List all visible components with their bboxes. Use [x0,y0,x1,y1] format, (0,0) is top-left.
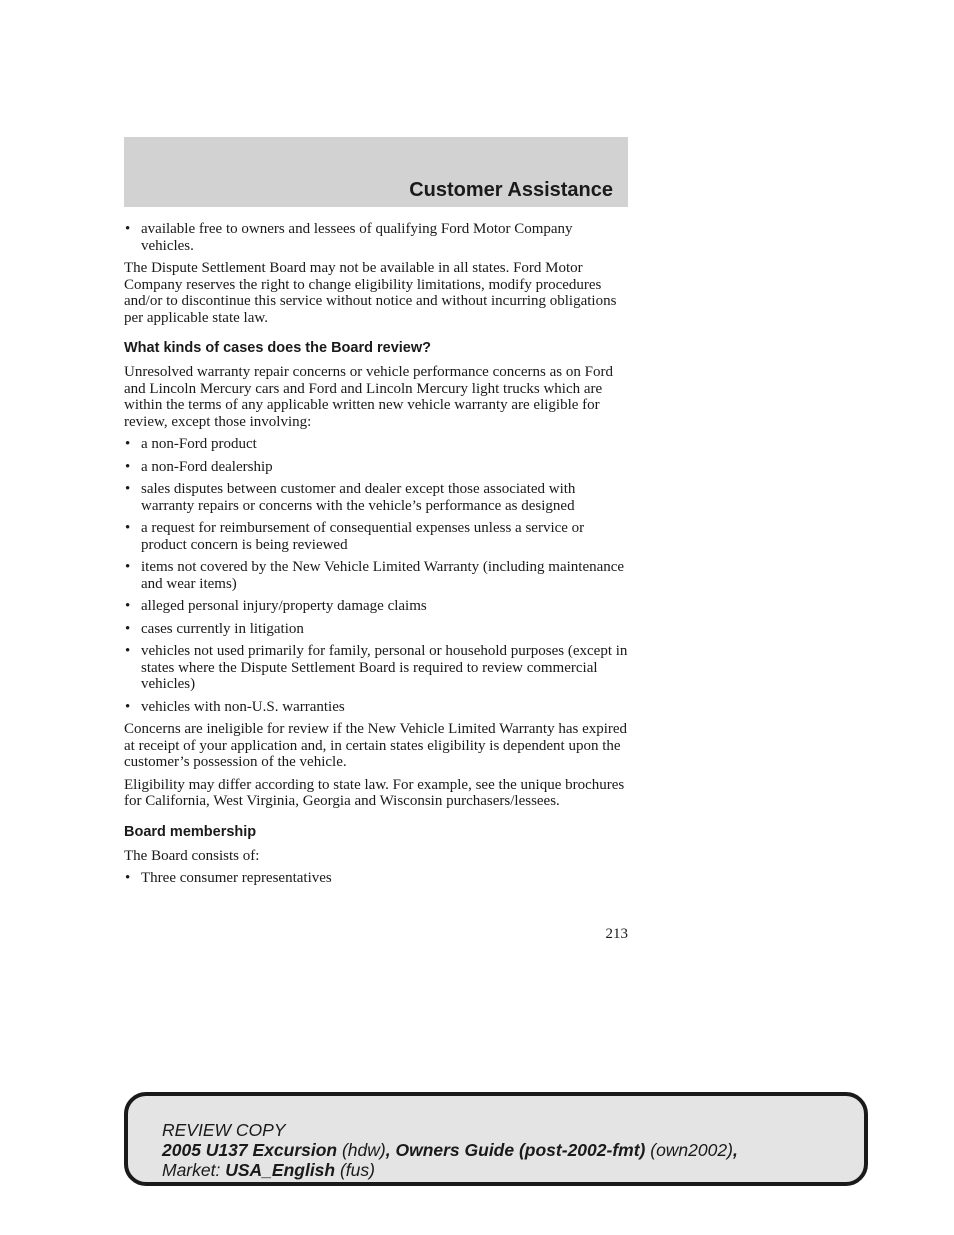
document-identifier [162,1140,738,1160]
model-code: (hdw) [337,1140,386,1160]
bullet-list-availability [124,221,628,254]
section-heading: Board membership [124,823,257,840]
review-copy-label: REVIEW COPY [162,1120,286,1140]
list-item [124,559,628,592]
list-item-text: a non-Ford dealership [141,458,273,475]
market-line [162,1160,738,1180]
market-name: USA_English [225,1160,336,1180]
section-header-band [124,137,628,207]
bullet-icon: • [125,436,131,452]
market-code: (fus) [335,1160,375,1180]
list-item-text: a non-Ford product [141,436,257,452]
list-item [124,481,628,514]
separator: , [732,1140,738,1160]
list-item [124,870,628,887]
list-item [124,459,628,476]
list-item-text: Three consumer representatives [141,870,332,886]
list-item-text: cases currently in litigation [141,620,304,637]
bullet-icon: • [125,598,131,614]
paragraph: The Board consists of: [124,847,260,864]
list-item-text: sales disputes between customer and dealer except those associated with warranty repairs or concerns with the vehicle’s performance as designed [141,481,576,514]
section-title: Customer Assistance [409,179,613,201]
bullet-icon: • [125,870,131,886]
list-item-text: alleged personal injury/property damage claims [141,598,427,614]
bullet-icon: • [125,643,131,659]
paragraph: The Dispute Settlement Board may not be available in all states. Ford Motor Company reserves the right to change eligibility limitations, modify procedures and/or to discontinue this service without notice and without incurring obligations per applicable state law. [124,260,617,326]
list-item [124,699,628,716]
list-item [124,221,628,254]
list-item-text: items not covered by the New Vehicle Limited Warranty (including maintenance and wear items) [141,559,625,592]
bullet-icon: • [125,221,131,237]
list-item [124,643,628,693]
bullet-icon: • [125,481,131,497]
bullet-icon: • [125,458,131,475]
review-copy-box [124,1092,868,1186]
paragraph: Concerns are ineligible for review if the New Vehicle Limited Warranty has expired at receipt of your application and, in certain states eligibility is dependent upon the customer’s possession of the vehicle. [124,721,628,770]
list-item [124,520,628,553]
bullet-icon: • [125,698,131,715]
bullet-list-exclusions [124,436,628,715]
model-name: 2005 U137 Excursion [162,1140,338,1160]
paragraph: Eligibility may differ according to state law. For example, see the unique brochures for California, West Virginia, Georgia and Wisconsin purchasers/lessees. [124,776,625,809]
guide-code: (own2002) [645,1140,733,1160]
paragraph: Unresolved warranty repair concerns or vehicle performance concerns as on Ford and Lincoln Mercury cars and Ford and Lincoln Mercury light trucks which are within the terms of any applicable written new vehicle warranty are eligible for review, except those involving: [124,364,613,430]
list-item-text: available free to owners and lessees of qualifying Ford Motor Company vehicles. [141,221,573,254]
page-content [124,221,628,893]
market-label: Market: [162,1160,226,1180]
separator: , [385,1140,396,1160]
review-copy-text [162,1120,738,1180]
list-item-text: a request for reimbursement of consequential expenses unless a service or product concern is being reviewed [141,520,585,553]
bullet-icon: • [125,620,131,637]
bullet-list-board-members [124,870,628,887]
list-item-text: vehicles with non-U.S. warranties [141,698,345,715]
list-item [124,621,628,638]
page-number: 213 [605,926,628,942]
guide-name: Owners Guide (post-2002-fmt) [395,1140,646,1160]
bullet-icon: • [125,520,131,536]
list-item [124,598,628,615]
section-heading: What kinds of cases does the Board review? [124,340,431,356]
list-item-text: vehicles not used primarily for family, personal or household purposes (except in states where the Dispute Settlement Board is required to review commercial vehicles) [141,643,628,692]
bullet-icon: • [125,559,131,575]
list-item [124,436,628,453]
